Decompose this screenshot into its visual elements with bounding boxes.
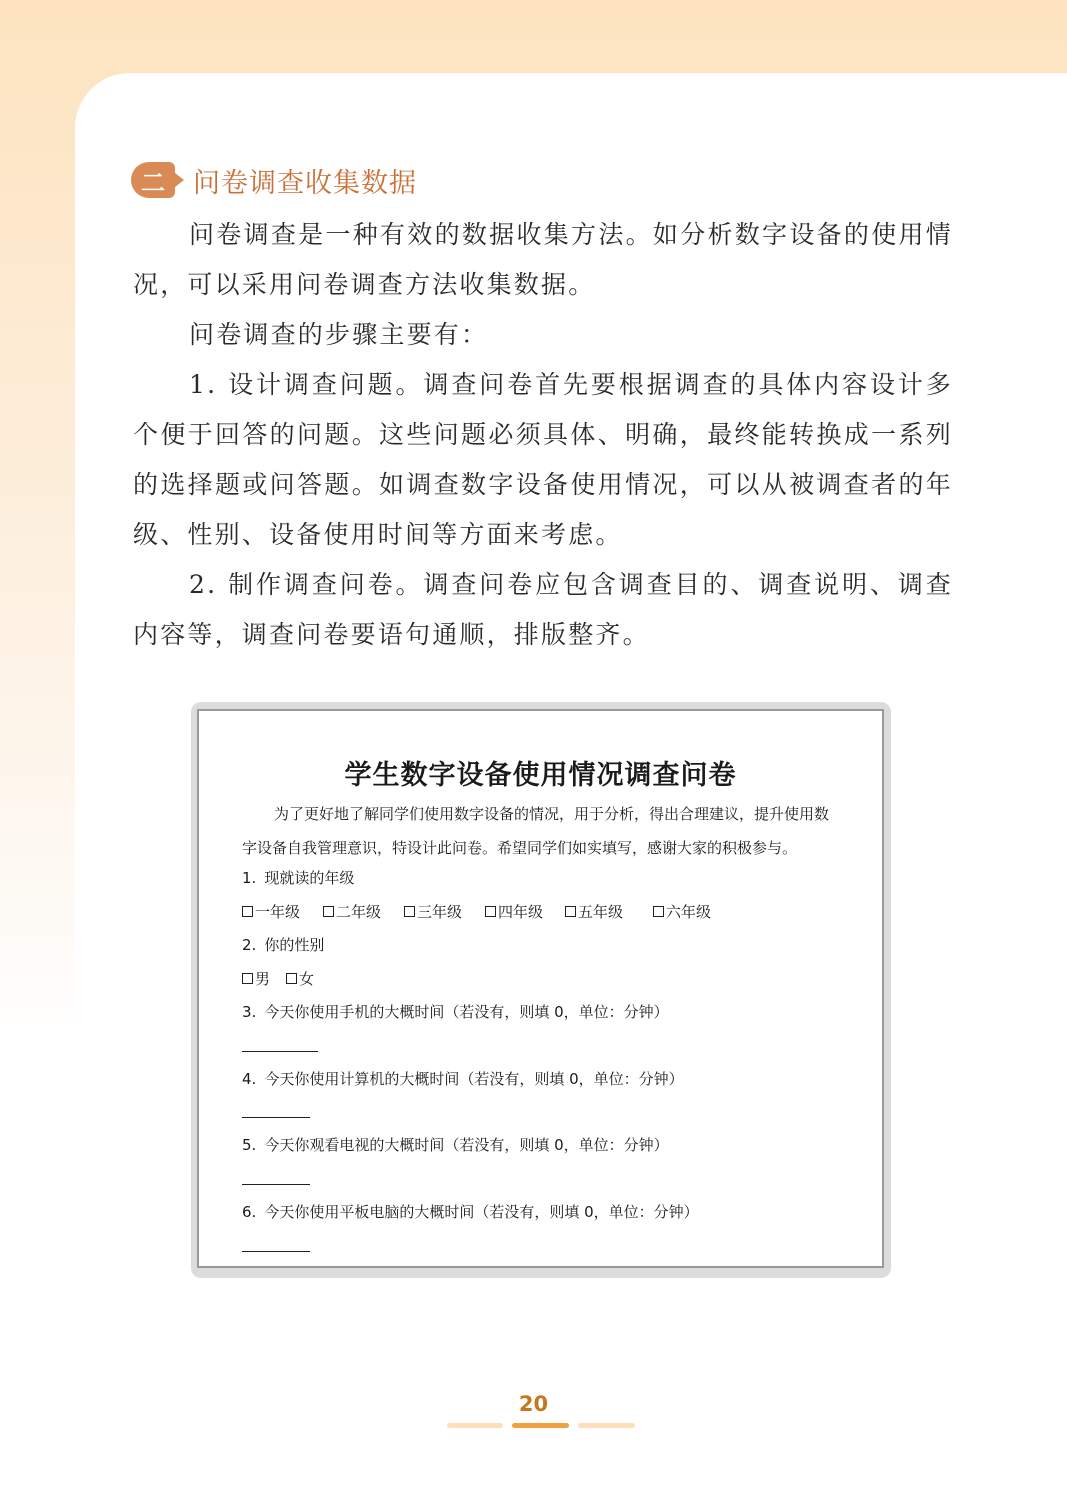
option-grade-5[interactable]: 五年级 bbox=[565, 901, 623, 922]
answer-blank-4[interactable] bbox=[242, 1117, 310, 1118]
checkbox-icon bbox=[653, 906, 664, 917]
question-3: 3. 今天你使用手机的大概时间（若没有，则填 0，单位：分钟） bbox=[242, 1003, 669, 1021]
questionnaire-intro: 为了更好地了解同学们使用数字设备的情况，用于分析，得出合理建议，提升使用数字设备自我管理意识，特设计此问卷。希望同学们如实填写，感谢大家的积极参与。 bbox=[242, 805, 830, 857]
option-male[interactable]: 男 bbox=[242, 968, 270, 989]
option-grade-3[interactable]: 三年级 bbox=[404, 901, 462, 922]
page-indicator-right bbox=[578, 1423, 635, 1428]
questionnaire-title: 学生数字设备使用情况调查问卷 bbox=[344, 760, 737, 791]
paragraph-intro: 问卷调查是一种有效的数据收集方法。如分析数字设备的使用情况，可以采用问卷调查方法收集数据。 bbox=[133, 220, 953, 299]
paragraph-steps-heading: 问卷调查的步骤主要有： bbox=[189, 320, 489, 349]
question-5: 5. 今天你观看电视的大概时间（若没有，则填 0，单位：分钟） bbox=[242, 1136, 669, 1154]
question-6: 6. 今天你使用平板电脑的大概时间（若没有，则填 0，单位：分钟） bbox=[242, 1203, 699, 1221]
paragraph-step-2: 2. 制作调查问卷。调查问卷应包含调查目的、调查说明、调查内容等，调查问卷要语句通顺，排版整齐。 bbox=[133, 570, 953, 649]
section-number-badge: 二 bbox=[131, 162, 175, 198]
section-heading bbox=[131, 160, 417, 200]
checkbox-icon bbox=[242, 906, 253, 917]
answer-blank-6[interactable] bbox=[242, 1251, 310, 1252]
paragraph-step-1: 1. 设计调查问题。调查问卷首先要根据调查的具体内容设计多个便于回答的问题。这些问题必须具体、明确，最终能转换成一系列的选择题或问答题。如调查数字设备使用情况，可以从被调查者的年级、性别、设备使用时间等方面来考虑。 bbox=[133, 370, 953, 549]
option-grade-2[interactable]: 二年级 bbox=[323, 901, 381, 922]
checkbox-icon bbox=[485, 906, 496, 917]
option-grade-6[interactable]: 六年级 bbox=[653, 901, 711, 922]
option-grade-4[interactable]: 四年级 bbox=[485, 901, 543, 922]
section-title: 问卷调查收集数据 bbox=[193, 167, 417, 199]
question-2: 2. 你的性别 bbox=[242, 936, 325, 954]
question-1: 1. 现就读的年级 bbox=[242, 869, 355, 887]
checkbox-icon bbox=[323, 906, 334, 917]
option-female[interactable]: 女 bbox=[286, 968, 314, 989]
checkbox-icon bbox=[565, 906, 576, 917]
page-indicator-current bbox=[512, 1423, 569, 1428]
page-number: 20 bbox=[518, 1392, 549, 1416]
checkbox-icon bbox=[404, 906, 415, 917]
answer-blank-5[interactable] bbox=[242, 1184, 310, 1185]
option-grade-1[interactable]: 一年级 bbox=[242, 901, 300, 922]
page-indicator-left bbox=[447, 1423, 503, 1428]
checkbox-icon bbox=[242, 973, 253, 984]
checkbox-icon bbox=[286, 973, 297, 984]
questionnaire-figure bbox=[197, 709, 884, 1268]
answer-blank-3[interactable] bbox=[242, 1051, 318, 1052]
body-text bbox=[133, 210, 953, 660]
question-4: 4. 今天你使用计算机的大概时间（若没有，则填 0，单位：分钟） bbox=[242, 1070, 684, 1088]
